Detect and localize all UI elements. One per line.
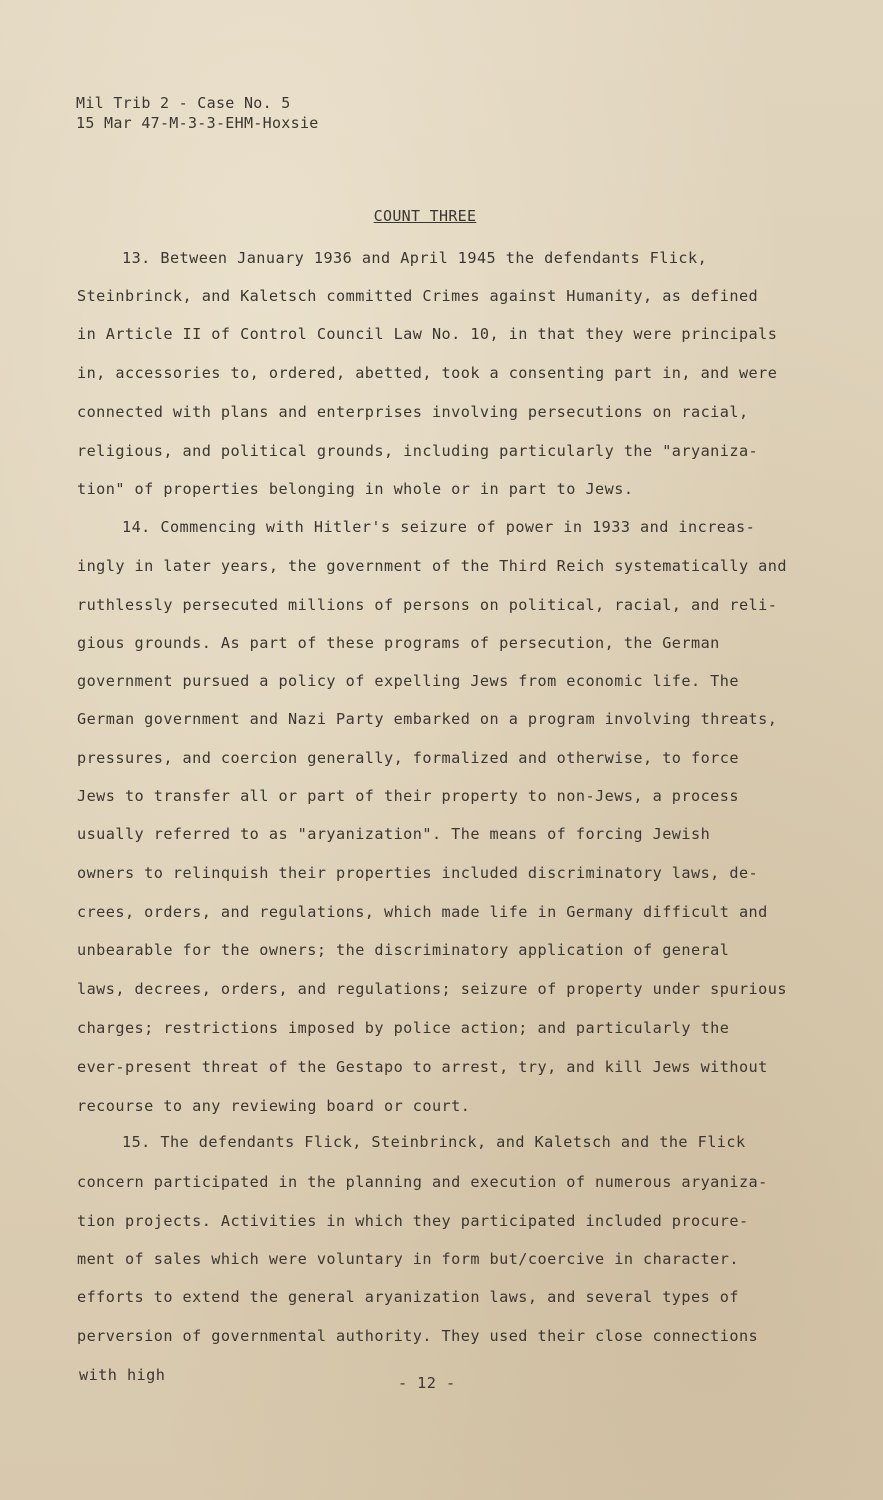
body-line: in Article II of Control Council Law No. 10, in that they were principals — [77, 325, 778, 343]
date-reference: 15 Mar 47-M-3-3-EHM-Hoxsie — [76, 114, 319, 132]
body-line: laws, decrees, orders, and regulations; seizure of property under spurious — [77, 980, 787, 998]
body-line: connected with plans and enterprises involving persecutions on racial, — [77, 403, 749, 421]
body-line: Jews to transfer all or part of their property to non-Jews, a process — [77, 787, 739, 805]
body-line: 13. Between January 1936 and April 1945 the defendants Flick, — [122, 249, 708, 267]
body-line: Steinbrinck, and Kaletsch committed Crimes against Humanity, as defined — [77, 287, 759, 305]
body-line: perversion of governmental authority. They used their close connections — [77, 1327, 759, 1345]
body-line: gious grounds. As part of these programs of persecution, the German — [77, 634, 720, 652]
body-line: crees, orders, and regulations, which made life in Germany difficult and — [77, 903, 768, 921]
section-title: COUNT THREE — [373, 207, 477, 225]
page-number: - 12 - — [398, 1374, 456, 1392]
body-line: German government and Nazi Party embarked on a program involving threats, — [77, 710, 778, 728]
body-line: tion" of properties belonging in whole or in part to Jews. — [77, 480, 634, 498]
body-line: charges; restrictions imposed by police action; and particularly the — [77, 1019, 730, 1037]
body-line: concern participated in the planning and execution of numerous aryaniza- — [77, 1173, 768, 1191]
body-line: unbearable for the owners; the discriminatory application of general — [77, 941, 730, 959]
body-line: pressures, and coercion generally, formalized and otherwise, to force — [77, 749, 739, 767]
case-reference: Mil Trib 2 - Case No. 5 — [76, 94, 291, 112]
document-header — [76, 93, 319, 133]
body-line: recourse to any reviewing board or court. — [77, 1097, 471, 1115]
body-line: tion projects. Activities in which they participated included procure- — [77, 1212, 749, 1230]
body-line-continued: with high — [79, 1366, 166, 1384]
body-line: efforts to extend the general aryanization laws, and several types of — [77, 1288, 739, 1306]
body-line: owners to relinquish their properties included discriminatory laws, de- — [77, 864, 759, 882]
body-line: ever-present threat of the Gestapo to arrest, try, and kill Jews without — [77, 1058, 768, 1076]
body-line: usually referred to as "aryanization". The means of forcing Jewish — [77, 825, 711, 843]
body-line: government pursued a policy of expelling Jews from economic life. The — [77, 672, 739, 690]
body-line: 15. The defendants Flick, Steinbrinck, and Kaletsch and the Flick — [122, 1133, 746, 1151]
body-line: 14. Commencing with Hitler's seizure of power in 1933 and increas- — [122, 518, 756, 536]
body-line: ment of sales which were voluntary in form but/coercive in character. — [77, 1250, 739, 1268]
body-line: ingly in later years, the government of the Third Reich systematically and — [77, 557, 787, 575]
body-line: religious, and political grounds, including particularly the "aryaniza- — [77, 442, 759, 460]
body-line: ruthlessly persecuted millions of persons on political, racial, and reli- — [77, 596, 778, 614]
body-line: in, accessories to, ordered, abetted, took a consenting part in, and were — [77, 364, 778, 382]
